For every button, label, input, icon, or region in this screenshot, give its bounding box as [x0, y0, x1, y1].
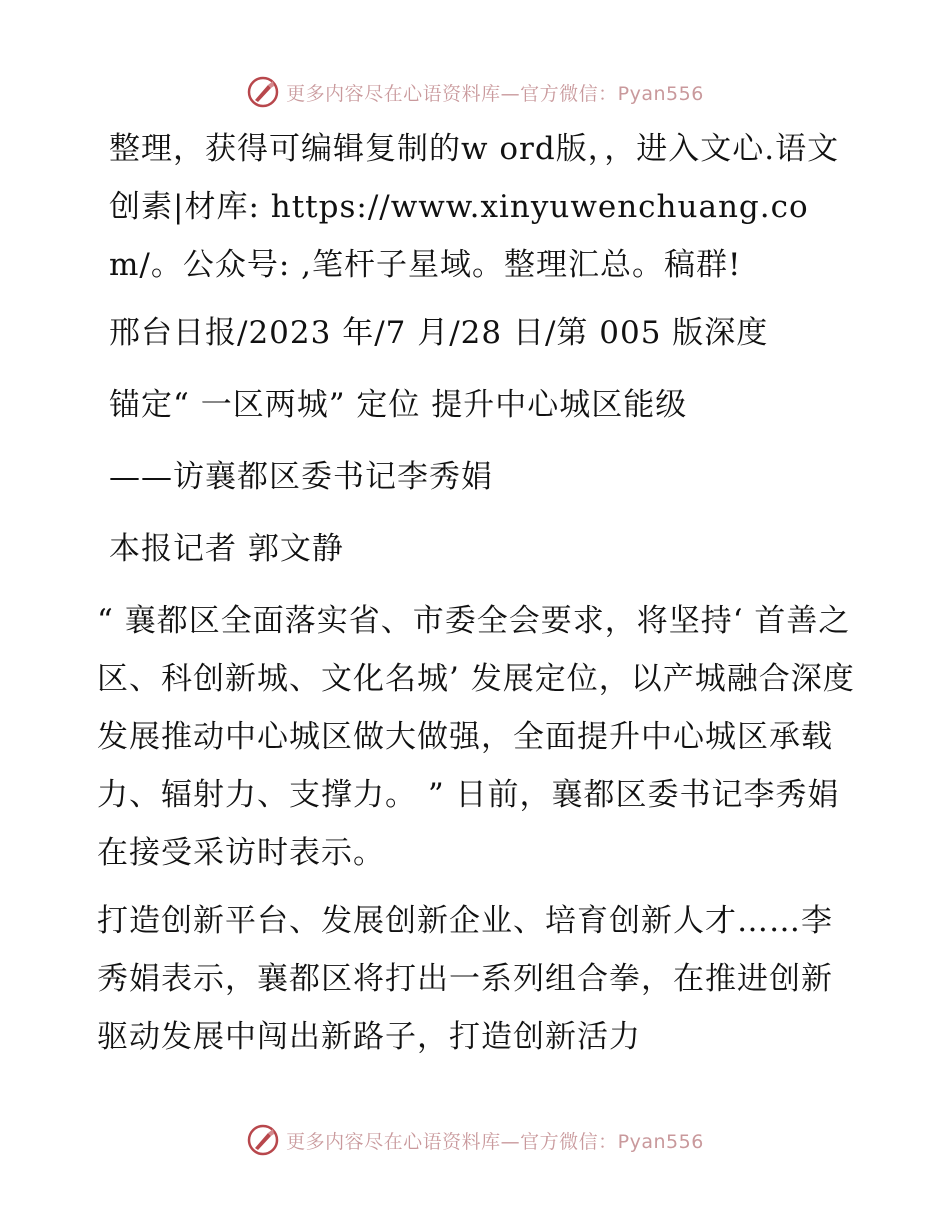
- watermark-slogan: 更多内容尽在心语资料库—官方微信：Pyan556: [286, 1130, 704, 1153]
- body-paragraph: “ 襄都区全面落实省、市委全会要求，将坚持‘ 首善之区、科创新城、文化名城’ 发展定位，以产城融合深度发展推动中心城区做大做强，全面提升中心城区承载力、辐射力、支撑力。 ” 日前，襄都区委书记李秀娟在接受采访时表示。: [97, 603, 855, 871]
- byline: 本报记者 郭文静: [109, 531, 344, 567]
- footer-watermark: [0, 1120, 950, 1160]
- pen-logo-icon: [246, 1123, 280, 1157]
- intro-paragraph: 整理，获得可编辑复制的w ord版，，进入文心.语文创素|材库: https://www.xinyuwenchuang.com/。公众号: ,笔杆子星域。整理汇总。稿群!: [109, 131, 840, 283]
- pen-logo-icon: [246, 75, 280, 109]
- article-subtitle: ——访襄都区委书记李秀娟: [109, 459, 493, 495]
- body-paragraph: 打造创新平台、发展创新企业、培育创新人才……李秀娟表示，襄都区将打出一系列组合拳，在推进创新驱动发展中闯出新路子，打造创新活力: [97, 903, 833, 1055]
- watermark-slogan: 更多内容尽在心语资料库—官方微信：Pyan556: [286, 82, 704, 105]
- header-watermark: [0, 72, 950, 112]
- article-title: 锚定“ 一区两城” 定位 提升中心城区能级: [109, 387, 688, 423]
- source-line: 邢台日报/2023 年/7 月/28 日/第 005 版深度: [109, 315, 769, 351]
- document-body: [97, 120, 857, 1076]
